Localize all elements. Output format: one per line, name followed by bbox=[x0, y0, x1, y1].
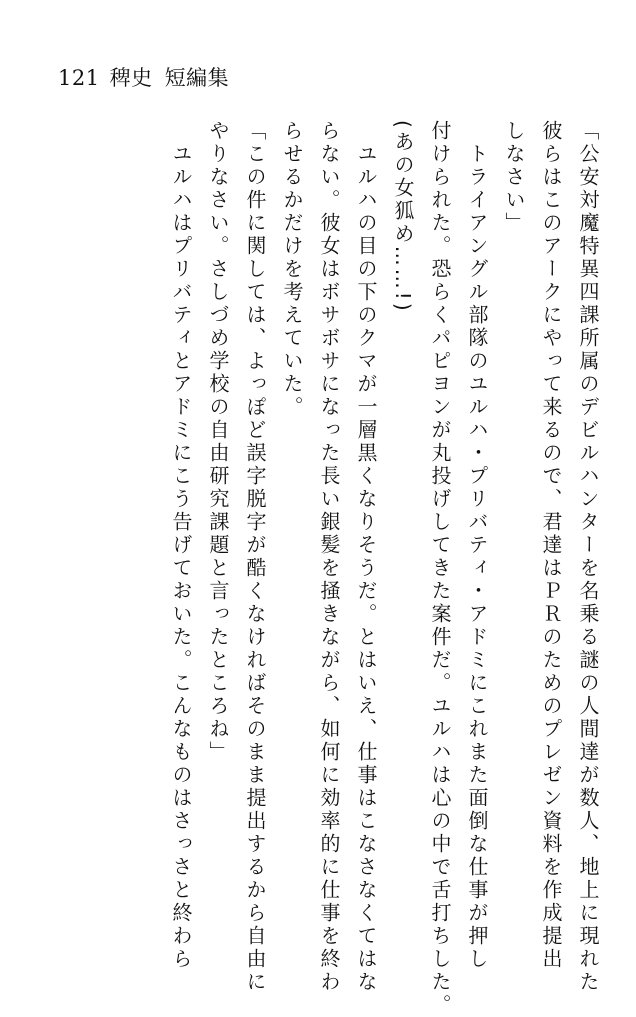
text-line: 付けられた。恐らくパピヨンが丸投げしてきた案件だ。ユルハは心の中で舌打ちした。 bbox=[428, 120, 452, 1017]
book-title: 短編集 bbox=[164, 66, 230, 90]
text-line: 「この件に関しては、よっぽど誤字脱字が酷くなければそのまま提出するから自由に bbox=[243, 120, 267, 994]
text-line: トライアングル部隊のユルハ・プリバティ・アドミにこれまた面倒な仕事が押し bbox=[465, 120, 489, 971]
text-line: しなさい」 bbox=[502, 120, 526, 235]
text-line: らせるかだけを考えていた。 bbox=[280, 120, 304, 419]
text-line: らない。彼女はボサボサになった長い銀髪を掻きながら、如何に効率的に仕事を終わ bbox=[317, 120, 341, 994]
vertical-body-text bbox=[26, 120, 606, 1017]
text-line: (あの女狐め……!) bbox=[391, 120, 415, 314]
text-line: ユルハはプリバティとアドミにこう告げておいた。こんなものはさっさと終わら bbox=[169, 120, 193, 971]
text-line: やりなさい。さしづめ学校の自由研究課題と言ったところね」 bbox=[206, 120, 230, 764]
page-number: 121 bbox=[58, 66, 100, 90]
text-line: ユルハの目の下のクマが一層黒くなりそうだ。とはいえ、仕事はこなさなくてはな bbox=[354, 120, 378, 994]
author-name: 稗史 bbox=[109, 66, 153, 90]
text-line: 彼らはこのアークにやって来るので、君達はＰＲのためのプレゼン資料を作成提出 bbox=[539, 120, 563, 971]
running-header bbox=[58, 62, 229, 92]
text-line: 「公安対魔特異四課所属のデビルハンターを名乗る謎の人間達が数人、地上に現れた bbox=[576, 120, 600, 994]
